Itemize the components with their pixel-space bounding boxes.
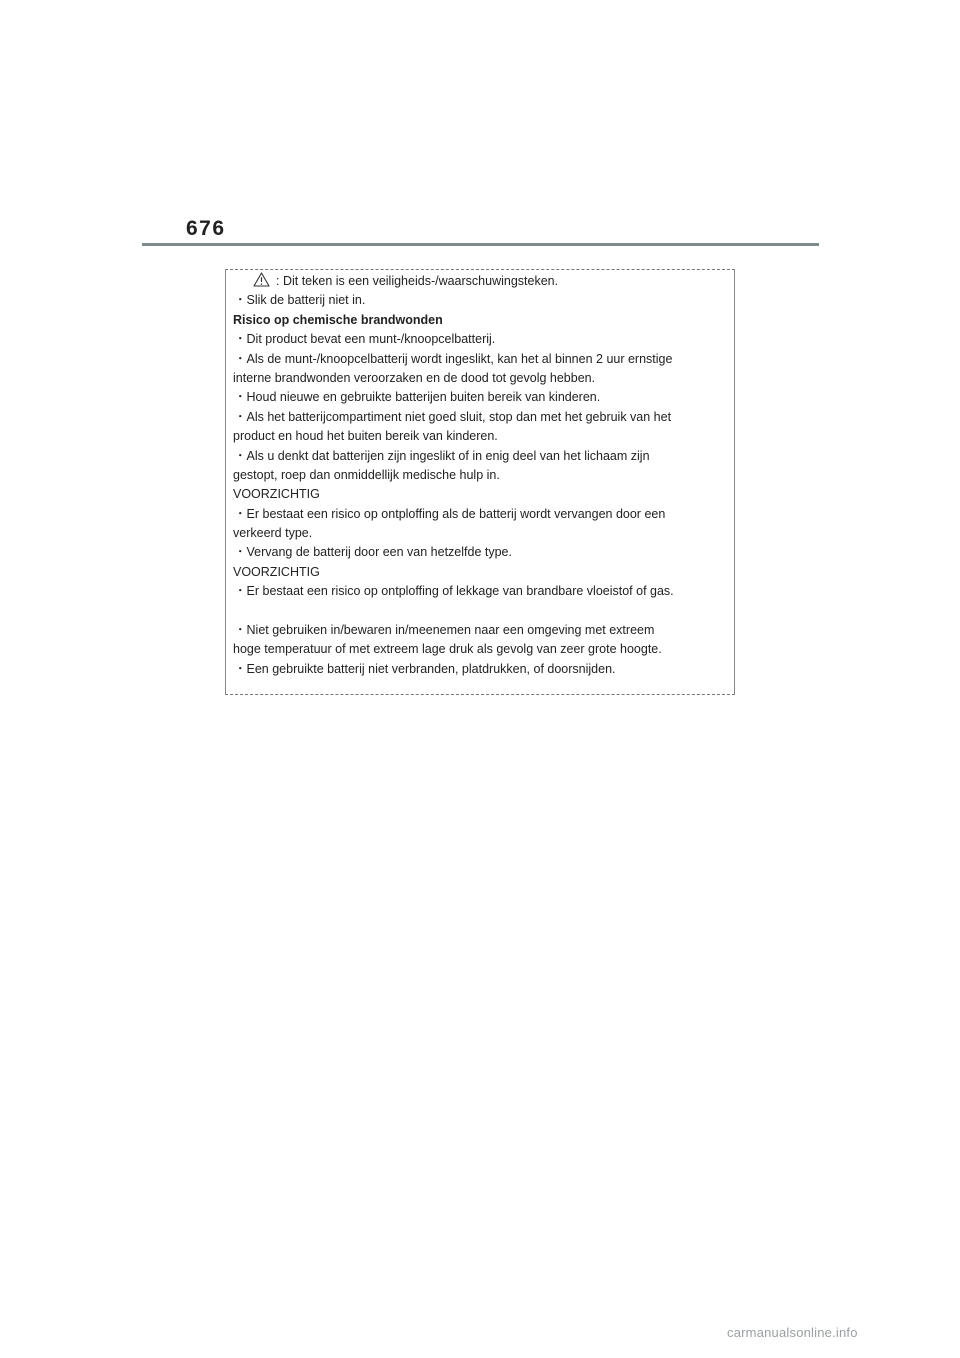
bullet-text: Dit product bevat een munt-/knoopcelbatterij. (246, 332, 496, 347)
bullet-item (233, 621, 730, 640)
bullet-item (233, 447, 730, 466)
footer-watermark: carmanualsonline.info (727, 1325, 858, 1340)
bullet-item (233, 350, 730, 369)
continuation-text: gestopt, roep dan onmiddellijk medische hulp in. (233, 467, 500, 482)
bullet-text: Slik de batterij niet in. (246, 293, 366, 308)
bullet-text: Er bestaat een risico op ontploffing of lekkage van brandbare vloeistof of gas. (246, 584, 674, 599)
bullet-marker: ・ (234, 409, 247, 424)
bullet-marker: ・ (234, 623, 247, 638)
caution-heading: VOORZICHTIG (233, 564, 320, 579)
header-rule (142, 243, 819, 246)
bullet-text: Als de munt-/knoopcelbatterij wordt ingeslikt, kan het al binnen 2 uur ernstige (246, 351, 673, 366)
continuation-text: product en houd het buiten bereik van kinderen. (233, 429, 498, 444)
continuation-text: interne brandwonden veroorzaken en de dood tot gevolg hebben. (233, 370, 596, 385)
bullet-marker: ・ (234, 351, 247, 366)
spacer (233, 602, 730, 621)
bullet-item (233, 291, 730, 310)
bullet-marker: ・ (234, 332, 247, 347)
warning-text (233, 272, 730, 679)
warning-intro-line (233, 272, 730, 291)
bullet-text: Houd nieuwe en gebruikte batterijen buiten bereik van kinderen. (246, 390, 601, 405)
bullet-text: Niet gebruiken in/bewaren in/meenemen naar een omgeving met extreem (246, 623, 655, 638)
bullet-item (233, 408, 730, 427)
section-heading: Risico op chemische brandwonden (233, 312, 443, 327)
bullet-marker: ・ (234, 661, 247, 676)
page-number: 676 (186, 217, 226, 240)
bullet-marker: ・ (234, 293, 247, 308)
bullet-marker: ・ (234, 448, 247, 463)
bullet-marker: ・ (234, 584, 247, 599)
continuation-text: hoge temperatuur of met extreem lage druk als gevolg van zeer grote hoogte. (233, 642, 662, 657)
bullet-marker: ・ (234, 506, 247, 521)
battery-warning-box (225, 269, 735, 695)
bullet-marker: ・ (234, 545, 247, 560)
bullet-marker: ・ (234, 390, 247, 405)
caution-heading: VOORZICHTIG (233, 487, 320, 502)
bullet-text: Er bestaat een risico op ontploffing als de batterij wordt vervangen door een (246, 506, 666, 521)
bullet-item (233, 582, 730, 601)
bullet-text: Een gebruikte batterij niet verbranden, platdrukken, of doorsnijden. (246, 661, 616, 676)
bullet-item (233, 543, 730, 562)
continuation-text: verkeerd type. (233, 526, 313, 541)
bullet-item (233, 388, 730, 407)
bullet-text: Als het batterijcompartiment niet goed sluit, stop dan met het gebruik van het (246, 409, 672, 424)
warning-intro-text: : Dit teken is een veiligheids-/waarschuwingsteken. (276, 274, 559, 288)
bullet-item (233, 330, 730, 349)
bullet-text: Vervang de batterij door een van hetzelfde type. (246, 545, 512, 560)
bullet-item (233, 660, 730, 679)
bullet-item (233, 505, 730, 524)
bullet-text: Als u denkt dat batterijen zijn ingeslikt of in enig deel van het lichaam zijn (246, 448, 650, 463)
warning-triangle-icon (253, 272, 270, 293)
